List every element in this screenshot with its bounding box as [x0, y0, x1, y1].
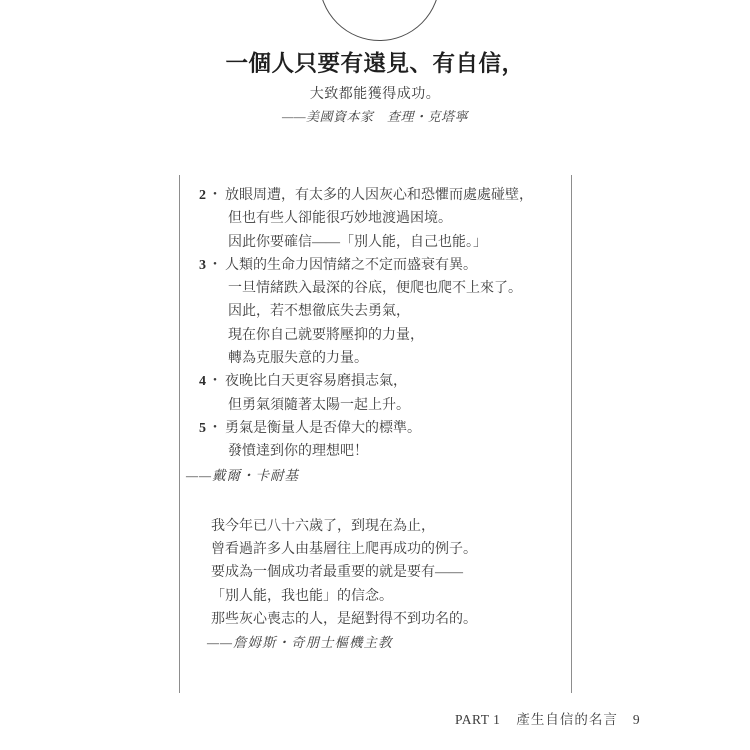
left-vertical-rule — [179, 175, 180, 693]
closing-paragraph — [207, 515, 561, 655]
item-number: 5 — [199, 420, 206, 436]
quote-item-4-line: 但勇氣須隨著太陽一起上升。 — [228, 397, 410, 413]
paragraph-line: 曾看過許多人由基層往上爬再成功的例子。 — [211, 542, 477, 558]
quote-item-2-line — [199, 184, 561, 207]
quote-item-2-line: 但也有些人卻能很巧妙地渡過困境。 — [228, 211, 452, 227]
quote-item-3-line — [199, 254, 561, 277]
quote-text: 人類的生命力因情緒之不定而盛衰有異。 — [225, 257, 477, 273]
quote-item-3-line: 轉為克服失意的力量。 — [228, 351, 368, 367]
quote-item-2-line: 因此你要確信——「別人能，自己也能。」 — [228, 234, 487, 250]
item-marker-dot: ・ — [208, 374, 222, 390]
header-quote — [0, 50, 750, 125]
quote-item-5-line — [199, 417, 561, 440]
decorative-circle — [319, 0, 440, 41]
paragraph-line: 要成為一個成功者最重要的就是要有—— — [211, 565, 463, 581]
part-label: PART 1 — [455, 712, 501, 727]
page-number: 9 — [632, 712, 640, 727]
quote-item-3-line: 因此，若不想徹底失去勇氣， — [228, 304, 410, 320]
header-attribution: ——美國資本家 查理・克塔寧 — [281, 109, 469, 125]
paragraph-line: 我今年已八十六歲了，到現在為止， — [211, 518, 435, 534]
quote-item-3-line: 現在你自己就要將壓抑的力量， — [228, 327, 424, 343]
quote-text: 勇氣是衡量人是否偉大的標準。 — [225, 420, 421, 436]
quote-item-3-line: 一旦情緒跌入最深的谷底，便爬也爬不上來了。 — [228, 281, 522, 297]
quote-text: 放眼周遭，有太多的人因灰心和恐懼而處處碰壁， — [225, 188, 533, 203]
page-subtitle: 大致都能獲得成功。 — [309, 87, 441, 103]
item-marker-dot: ・ — [208, 420, 222, 436]
page-title: 一個人只要有遠見、有自信， — [225, 51, 525, 76]
page-footer — [455, 708, 640, 728]
paragraph-attribution: ——詹姆斯・奇朋士樞機主教 — [207, 635, 393, 651]
paragraph-line: 那些灰心喪志的人，是絕對得不到功名的。 — [211, 612, 477, 628]
quote-item-5-line: 發憤達到你的理想吧！ — [228, 444, 368, 460]
quote-item-4-line — [199, 370, 561, 393]
quote-body — [186, 184, 561, 655]
right-vertical-rule — [571, 175, 572, 693]
section-title: 產生自信的名言 — [516, 712, 618, 727]
items-attribution: ——戴爾・卡耐基 — [186, 467, 300, 483]
quote-text: 夜晚比白天更容易磨損志氣， — [225, 374, 407, 390]
item-number: 2 — [199, 188, 206, 203]
item-marker-dot: ・ — [208, 257, 222, 273]
paragraph-line: 「別人能，我也能」的信念。 — [211, 588, 393, 604]
item-marker-dot: ・ — [208, 188, 222, 203]
item-number: 3 — [199, 257, 206, 273]
item-number: 4 — [199, 374, 206, 390]
